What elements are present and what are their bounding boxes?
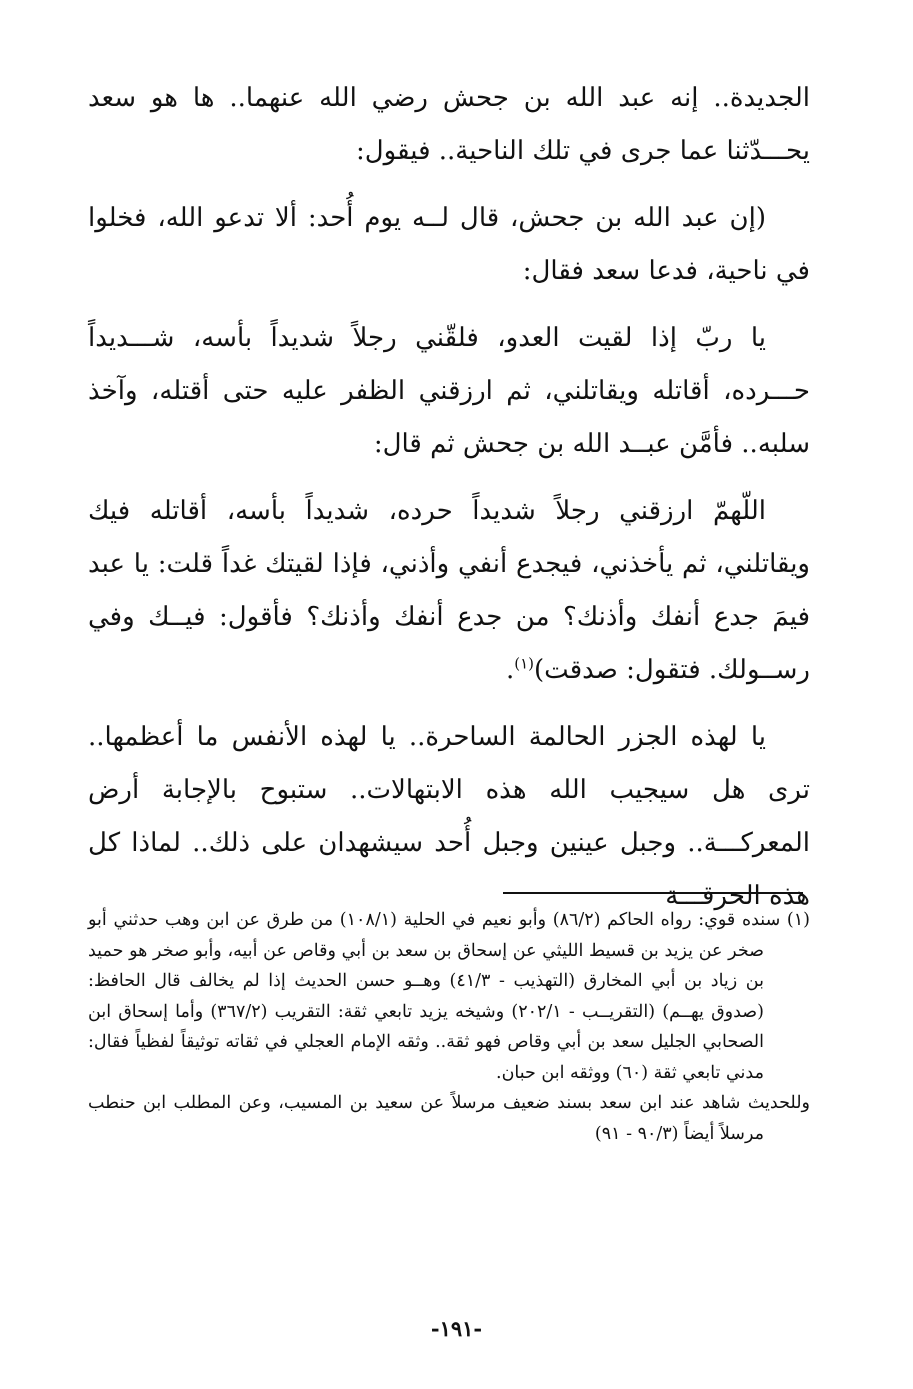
main-text (88, 72, 810, 937)
paragraph-1: الجديدة.. إنه عبد الله بن جحش رضي الله عنهما.. ها هو سعد يحـــدّثنا عما جرى في تلك الناحية.. فيقول: (88, 83, 810, 166)
footnote-1-continuation: وللحديث شاهد عند ابن سعد بسند ضعيف مرسلاً عن سعيد بن المسيب، وعن المطلب ابن حنطب مرسلاً أيضاً (٩٠/٣ - ٩١) (88, 1093, 810, 1144)
footnote-divider (503, 892, 803, 894)
footnote-reference[interactable]: (١) (514, 654, 535, 673)
paragraph-4 (88, 485, 810, 697)
page-number: -١٩١- (430, 1316, 483, 1341)
footnote-1: (١) سنده قوي: رواه الحاكم (٨٦/٢) وأبو نعيم في الحلية (١٠٨/١) من طرق عن ابن وهب حدثني أبو صخر عن يزيد بن قسيط الليثي عن إسحاق بن سعد بن أبي وقاص عن أبيه، وأبو صخر هو حميد بن زياد بن أبي المخارق (التهذيب - ٤١/٣) وهــو حسن الحديث إذا لم يخالف قال الحافظ: (صدوق يهــم) (التقريــب - ٢٠٢/١) وشيخه يزيد تابعي ثقة: التقريب (٣٦٧/٢) وأما إسحاق ابن الصحابي الجليل سعد بن أبي وقاص فهو ثقة.. وثقه الإمام العجلي في ثقاته توثيقاً لفظياً فقال: مدني تابعي ثقة (٦٠) ووثقه ابن حبان. (88, 910, 810, 1083)
paragraph-2: (إن عبد الله بن جحش، قال لــه يوم أُحد: ألا تدعو الله، فخلوا في ناحية، فدعا سعد فقال: (88, 203, 810, 286)
paragraph-4-text: اللّهمّ ارزقني رجلاً شديداً حرده، شديداً بأسه، أقاتله فيك ويقاتلني، ثم يأخذني، فيجدع أنفي وأذني، فإذا لقيتك غداً قلت: يا عبد فيمَ جدع أنفك وأذنك؟ من جدع أنفك وأذنك؟ فأقول: فيــك وفي رســولك. فتقول: صدقت) (88, 496, 810, 685)
paragraph-4-tail: . (505, 655, 515, 685)
paragraph-3: يا ربّ إذا لقيت العدو، فلقّني رجلاً شديداً بأسه، شـــديداً حـــرده، أقاتله ويقاتلني، ثم ارزقني الظفر عليه حتى أقتله، وآخذ سلبه.. فأمَّن عبــد الله بن جحش ثم قال: (88, 323, 810, 459)
paragraph-5: يا لهذه الجزر الحالمة الساحرة.. يا لهذه الأنفس ما أعظمها.. ترى هل سيجيب الله هذه الابتهالات.. ستبوح بالإجابة أرض المعركـــة.. وجبل عينين وجبل أُحد سيشهدان على ذلك.. لماذا كل هذه الحرقـــة (88, 722, 810, 911)
footnotes (88, 905, 810, 1149)
